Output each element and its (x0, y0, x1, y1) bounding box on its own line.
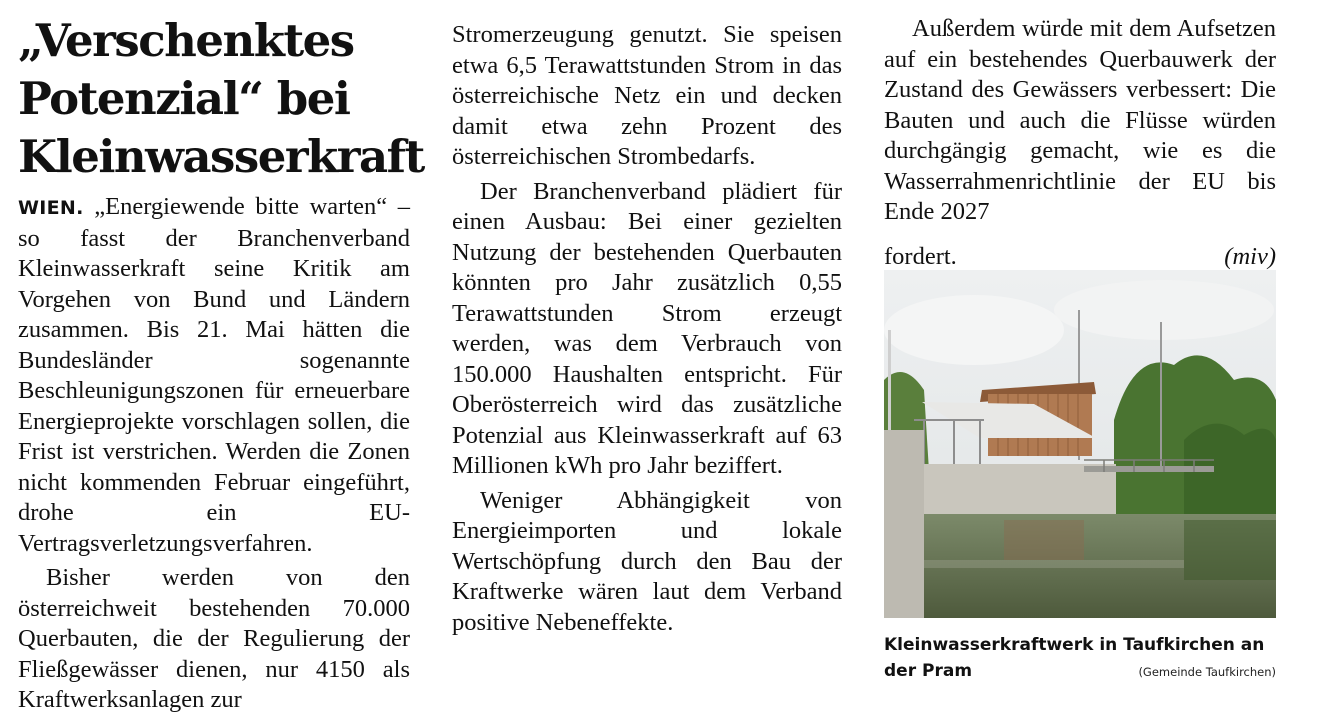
photo-caption-line-2: der Pram (884, 661, 973, 681)
paragraph-ausbau: Der Branchenverband plädiert für einen Ausbau: Bei einer gezielten Nutzung der bestehenden Querbauten könnten pro Jahr zusätzlich 0,55 Terawattstunden Strom erzeugt werden, was dem Verbrauch von 150.000 Haushalten entspricht. Für Oberösterreich wird das zusätzliche Potenzial aus Kleinwasserkraft auf 63 Millionen kWh pro Jahr beziffert. (452, 177, 842, 479)
photo-reflection (1184, 520, 1276, 580)
photo-reflection (924, 560, 1184, 568)
dateline: WIEN. (18, 197, 84, 219)
column-1 (18, 0, 424, 716)
headline-line-1: „Verschenktes (18, 14, 354, 67)
photo-cloud (1054, 280, 1274, 340)
paragraph-intro-text: „Energiewende bitte warten“ – so fasst der Branchenverband Kleinwasserkraft seine Kritik am Vorgehen von Bund und Ländern zusammen. Bis 21. Mai hätten die Bundesländer sogenannte Beschleunigungszonen für erneuerbare Energieprojekte vorschlagen sollen, die Frist ist verstrichen. Werden die Zonen nicht kommenden Februar eingeführt, drohe ein EU-Vertragsverletzungsverfahren. (18, 193, 410, 557)
headline-line-2: Potenzial“ bei (18, 72, 350, 125)
paragraph-stromerzeugung: Stromerzeugung genutzt. Sie speisen etwa 6,5 Terawattstunden Strom in das österreichische Netz ein und decken damit etwa zehn Prozent des österreichischen Strombedarfs. (452, 21, 842, 170)
paragraph-gewaesser: Außerdem würde mit dem Aufsetzen auf ein bestehendes Querbauwerk der Zustand des Gewässers verbessert: Die Bauten und auch die Flüsse würden durchgängig gemacht, wie es die Wasserrahmenrichtlinie der EU bis Ende 2027 (884, 15, 1276, 225)
photo-credit: (Gemeinde Taufkirchen) (1138, 665, 1276, 679)
column-2 (452, 0, 842, 638)
photo-antenna (1160, 322, 1162, 472)
paragraph-nebeneffekte: Weniger Abhängigkeit von Energieimporten und lokale Wertschöpfung durch den Bau der Kraftwerke wären laut dem Verband positive Nebeneffekte. (452, 486, 842, 636)
headline-line-3: Kleinwasserkraft (18, 130, 424, 183)
photo-caption-row-2 (884, 658, 1276, 685)
photo-concrete-left-wall (884, 430, 924, 618)
hydropower-photo (884, 270, 1276, 618)
column-3 (884, 0, 1276, 272)
photo-cloud (884, 295, 1064, 365)
photo-caption-line-1: Kleinwasserkraftwerk in Taufkirchen an (884, 635, 1265, 655)
headline (18, 12, 424, 186)
photo-caption (884, 632, 1276, 685)
photo-reflection (1004, 520, 1084, 560)
paragraph-gewaesser-end: fordert. (884, 242, 957, 270)
paragraph-querbauten: Bisher werden von den österreichweit bestehenden 70.000 Querbauten, die der Regulierung der Fließgewässer dienen, nur 4150 als Kraftwerksanlagen zur (18, 564, 410, 713)
signoff-line (884, 242, 1276, 273)
author-initials: (miv) (1224, 242, 1276, 270)
paragraph-intro (18, 192, 410, 559)
